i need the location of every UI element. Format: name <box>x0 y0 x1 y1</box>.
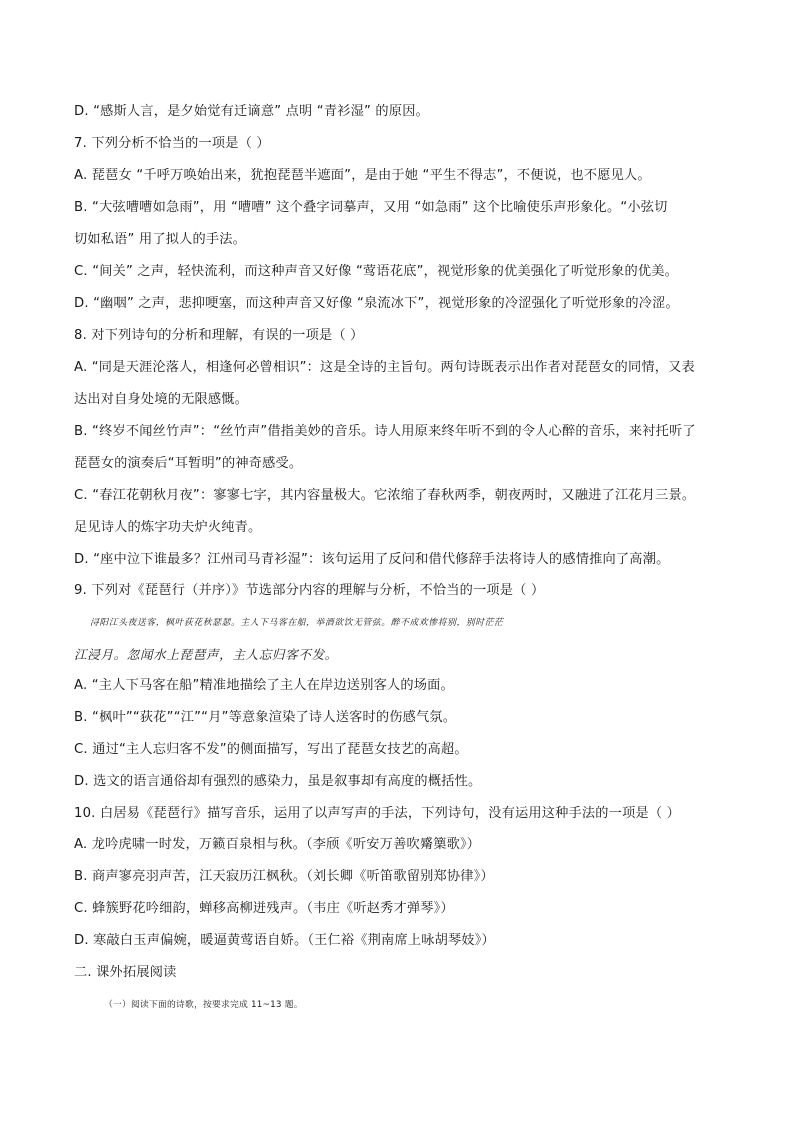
q7-option-a: A. 琵琶女 “千呼万唤始出来，犹抱琵琶半遮面”，是由于她 “平生不得志”，不便说，也不愿见人。 <box>74 168 651 183</box>
q8-option-c-line2: 足见诗人的炼字功夫炉火纯青。 <box>74 520 262 535</box>
q7-option-d: D. “幽咽” 之声，悲抑哽塞，而这种声音又好像 “泉流冰下”，视觉形象的冷涩强化了听觉形象的冷涩。 <box>74 296 679 311</box>
q7-stem: 7. 下列分析不恰当的一项是（ ） <box>74 136 270 151</box>
q8-stem: 8. 对下列诗句的分析和理解，有误的一项是（ ） <box>74 328 364 343</box>
q6-option-d: D. “感斯人言，是夕始觉有迁谪意” 点明 “青衫湿” 的原因。 <box>74 104 429 119</box>
q8-option-c-line1: C. “春江花朝秋月夜”：寥寥七字，其内容量极大。它浓缩了春秋两季，朝夜两时，又融进了江花月三景。 <box>74 488 696 503</box>
q9-excerpt-line1: 浔阳江头夜送客，枫叶荻花秋瑟瑟。主人下马客在船，举酒欲饮无管弦。醉不成欢惨将别，别时茫茫 <box>90 618 504 628</box>
q9-option-a: A. “主人下马客在船”精准地描绘了主人在岸边送别客人的场面。 <box>74 678 454 693</box>
q9-option-c: C. 通过“主人忘归客不发”的侧面描写，写出了琵琶女技艺的高超。 <box>74 742 468 757</box>
q8-option-d: D. “座中泣下谁最多？江州司马青衫湿”：该句运用了反问和借代修辞手法将诗人的感情推向了高潮。 <box>74 552 670 567</box>
q7-option-b-line1: B. “大弦嘈嘈如急雨”，用 “嘈嘈” 这个叠字词摹声，又用 “如急雨” 这个比喻使乐声形象化。“小弦切 <box>74 200 668 215</box>
q8-option-b-line2: 琵琶女的演奏后“耳暂明”的神奇感受。 <box>74 456 303 471</box>
q10-option-c: C. 蜂簇野花吟细韵，蝉移高柳迸残声。（韦庄《听赵秀才弹琴》） <box>74 901 454 916</box>
q10-option-b: B. 商声寥亮羽声苦，江天寂历江枫秋。（刘长卿《听笛歌留别郑协律》） <box>74 869 494 884</box>
q10-stem: 10. 白居易《琵琶行》描写音乐，运用了以声写声的手法，下列诗句，没有运用这种手法的一项是（ ） <box>74 806 681 821</box>
q8-option-b-line1: B. “终岁不闻丝竹声”：“丝竹声”借指美妙的音乐。诗人用原来终年听不到的令人心醉的音乐，来衬托听了 <box>74 424 696 439</box>
section-heading: 二. 课外拓展阅读 <box>74 965 177 980</box>
q8-option-a-line1: A. “同是天涯沦落人，相逢何必曾相识”：这是全诗的主旨句。两句诗既表示出作者对琵琶女的同情，又表 <box>74 360 695 375</box>
q7-option-c: C. “间关” 之声，轻快流利，而这种声音又好像 “莺语花底”，视觉形象的优美强化了听觉形象的优美。 <box>74 264 678 279</box>
q10-option-d: D. 寒敲白玉声偏婉，暖逼黄莺语自娇。（王仁裕《荆南席上咏胡琴妓》） <box>74 933 495 948</box>
subsection-instruction: （一）阅读下面的诗歌，按要求完成 11~13 题。 <box>104 1000 303 1010</box>
q9-option-b: B. “枫叶”“荻花”“江”“月”等意象渲染了诗人送客时的伤感气氛。 <box>74 710 457 725</box>
q10-option-a: A. 龙吟虎啸一时发，万籁百泉相与秋。（李颀《听安万善吹觱篥歌》） <box>74 837 481 852</box>
q9-excerpt-line2: 江浸月。忽闻水上琵琶声，主人忘归客不发。 <box>74 647 338 662</box>
q9-option-d: D. 选文的语言通俗却有强烈的感染力，虽是叙事却有高度的概括性。 <box>74 774 482 789</box>
q9-stem: 9. 下列对《琵琶行（并序）》节选部分内容的理解与分析，不恰当的一项是（ ） <box>74 583 545 598</box>
q8-option-a-line2: 达出对自身处境的无限感慨。 <box>74 392 249 407</box>
q7-option-b-line2: 切如私语” 用了拟人的手法。 <box>74 232 247 247</box>
